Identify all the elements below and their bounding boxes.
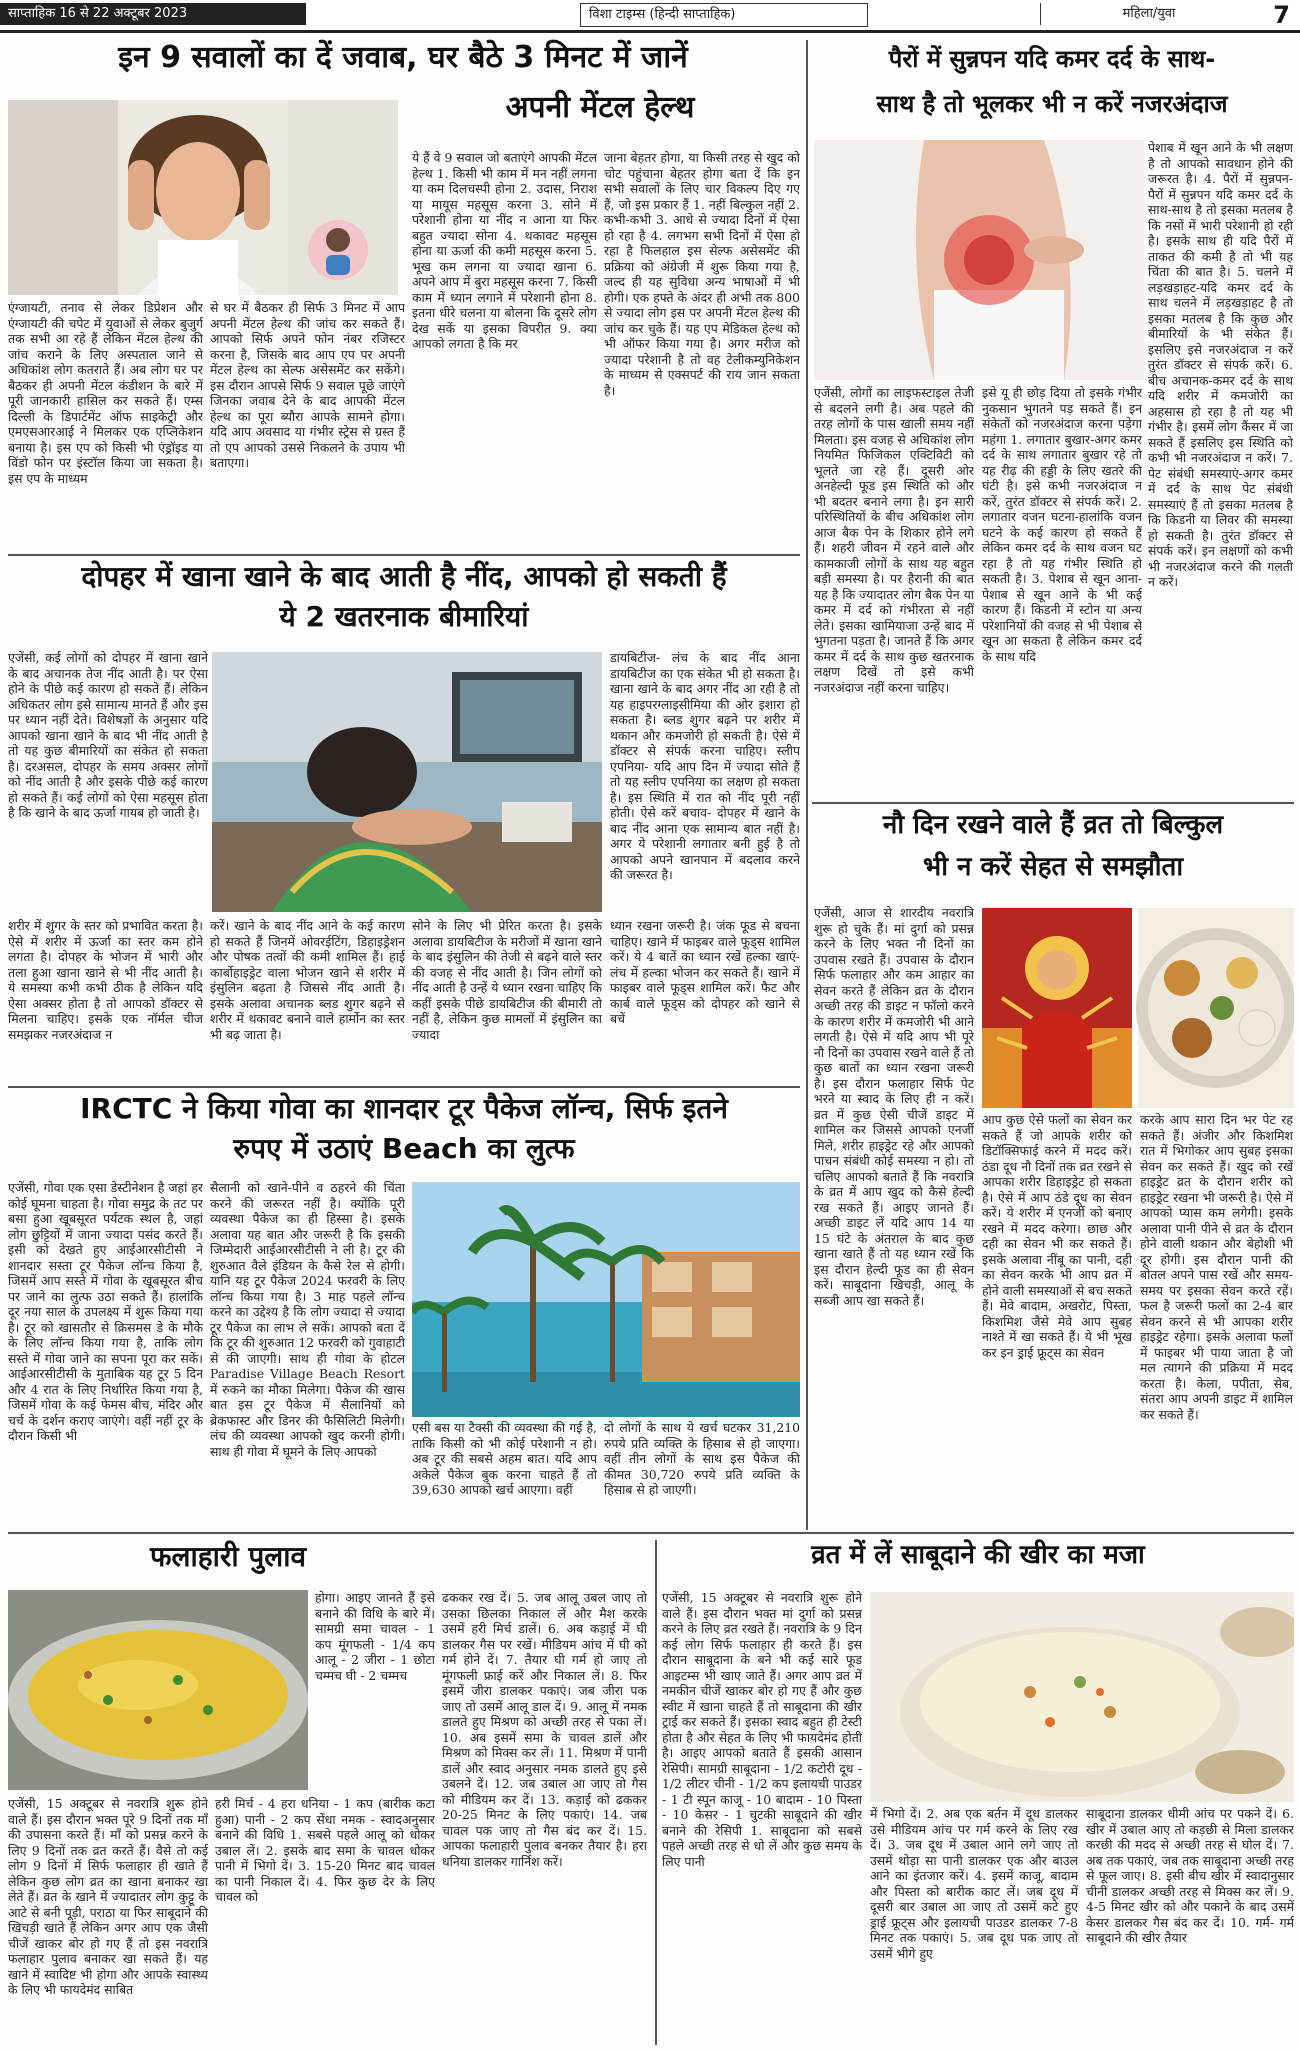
kheer-col-1: एजेंसी, 15 अक्टूबर से नवरात्रि शुरू होने वाले हैं। इस दौरान भक्त मां दुर्गा को प्रसन्न करने के लिए व्रत रखते हैं। नवरात्रि के 9 दिन कई लोग सिर्फ फलाहार ही करते हैं। इस दौरान साबूदाना के बने भी कई सारे फूड आइटम्स भी खाए जाते हैं। अगर आप व्रत में नमकीन चीजें खाकर बोर हो गए हैं और कुछ स्वीट में खाना चाहते हैं तो साबूदाना की खीर ट्राई कर सकते हैं। इसका स्वाद बहुत ही टेस्टी होता है और सेहत के लिए भी फायदेमंद होती है। आइए आपको बताते हैं इसकी आसान रेसिपी। सामग्री साबूदाना - 1/2 कटोरी दूध - 1/2 लीटर चीनी - 1/2 कप इलायची पाउडर - 1 टी स्पून काजू - 10 बादाम - 10 पिस्ता - 10 केसर - 1 चुटकी साबूदाने की खीर बनाने की रेसिपी 1. साबूदाना को सबसे पहले अच्छी तरह से धो लें और कुछ समय के लिए पानी xyxy=(662,1590,862,1869)
pulao-image xyxy=(8,1590,308,1790)
vrat-col-3: करके आप सारा दिन भर पेट रह सकते हैं। अंजीर और किशमिश रात में भिगोकर आप सुबह इसका सेवन कर सकते हैं। खुद को रखें हाइड्रेट व्रत के दौरान शरीर को हाइड्रेट रखना भी जरूरी है। ऐसे में आपको प्यास कम लगेगी। इसके अलावा पानी पीने से व्रत के दौरान होने वाली थकान और बेहोशी भी दूर होगी। इस दौरान पानी की बोतल अपने पास रखें और समय-समय पर इसका सेवन करते रहें। फल है जरूरी फलों का 2-4 बार सेवन करने से भी आपका शरीर हाइड्रेट रहेगा। इसके अलावा फलों में फाइबर भी पाया जाता है जो मल त्यागने की प्रक्रिया में मदद करता है। केला, पपीता, सेब, संतरा आप अपनी डाइट में शामिल कर सकते हैं। xyxy=(1140,1112,1293,1422)
sleep-bottom-col-4: ध्यान रखना जरूरी है। जंक फूड से बचना चाहिए। खाने में फाइबर वाले फूड्स शामिल करें। ये 4 बातें का ध्यान रखें हल्का खाएं- लंच में हल्का भोजन कर सकते हैं। खाने में फाइबर वाले फूड्स शामिल करें। फैट और कार्ब वाले फूड्स को दोपहर को खाने से बचें xyxy=(610,918,800,1026)
sleep-bottom-col-3: सोने के लिए भी प्रेरित करता है। इसके अलावा डायबिटीज के मरीजों में खाना खाने के बाद इंसुलिन की तेजी से बढ़ने वाले स्तर की वजह से नींद आती है। जिन लोगों को नींद आती है उन्हें ये ध्यान रखना चाहिए कि कहीं इसके पीछे डायबिटीज की बीमारी तो नहीं है, लेकिन कुछ मामलों में इंसुलिन का ज्यादा xyxy=(412,918,602,1042)
backpain-col-1: एजेंसी, लोगों का लाइफस्टाइल तेजी से बदलने लगी है। अब पहले की तरह लोगों के पास खाली समय नहीं मिलता। इस वजह से अधिकांश लोग नियमित फिजिकल एक्टिविटी को भूलते जा रहे हैं। दूसरी ओर अनहेल्दी फूड इस स्थिति को और भी बदतर बनाने लगा है। इन सारी परिस्थितियों के बीच अधिकांश लोग आज बैक पेन के शिकार होने लगे हैं। शहरी जीवन में रहने वाले और कामकाजी लोगों के साथ यह बहुत बड़ी समस्या है। पर हैरानी की बात यह है कि ज्यादातर लोग बैक पेन या कमर में दर्द को गंभीरता से नहीं लेते। इसका खामियाजा उन्हें बाद में भुगतना पड़ता है। जानते हैं कि अगर कमर में दर्द के साथ कुछ खतरनाक लक्षण दिखें तो इसे कभी नजरअंदाज नहीं करना चाहिए। xyxy=(814,385,974,695)
sleep-bottom-col-2: करें। खाने के बाद नींद आने के कई कारण हो सकते हैं जिनमें ओवरईटिंग, डिहाइड्रेशन और पोषक तत्वों की कमी शामिल हैं। हाई कार्बोहाइड्रेट वाला भोजन खाने से शरीर में इंसुलिन बढ़ता है जिससे नींद आती है। इसके अलावा अचानक ब्लड शुगर बढ़ने से शरीर में थकावट बनाने वाले हार्मोन का स्तर भी बढ़ जाता है। xyxy=(210,918,405,1042)
sleep-col-1: एजेंसी, कई लोगों को दोपहर में खाना खाने के बाद अचानक तेज नींद आती है। पर ऐसा होने के पीछे कई कारण हो सकते हैं। लेकिन अधिकतर लोग इसे सामान्य मानते हैं और इस पर ध्यान नहीं देते। विशेषज्ञों के अनुसार यदि आपको खाना खाने के बाद भी नींद आती है तो यह कुछ बीमारियों का संकेत हो सकता है। दरअसल, दोपहर के समय अक्सर लोगों को नींद आती है और इसके पीछे कई कारण हो सकते हैं। कई लोगों को ऐसा महसूस होता है कि खाने के बाद ऊर्जा गायब हो जाती है। xyxy=(8,650,208,820)
kheer-image xyxy=(870,1592,1294,1802)
mental-col-2: से घर में बैठकर ही सिर्फ 3 मिनट में आप अपनी मेंटल हेल्थ की जांच कर सकते हैं। आपको सिर्फ अपने फोन नंबर रजिस्टर करना है, जिसके बाद आप एप पर अपनी मेंटल हेल्थ का सेल्फ असेसमेंट कर सकेंगे। इस दौरान आपसे सिर्फ 9 सवाल पूछे जाएंगे जिनका जवाब देने के बाद आपकी मेंटल हेल्थ का पूरा ब्यौरा आपके सामने होगा। यदि आप अवसाद या गंभीर स्ट्रेस से ग्रस्त हैं तो एप आपको उससे निकलने के उपाय भी बताएगा। xyxy=(210,300,405,470)
mental-col-4: जाना बेहतर होगा, या किसी तरह से खुद को चोट पहुंचाना बेहतर होगा बता दें कि इन सभी सवालों के लिए चार विकल्प दिए गए हैं, जो इस प्रकार हैं 1. नहीं बिल्कुल नहीं 2. कभी-कभी 3. आधे से ज्यादा दिनों में ऐसा हो रहा है 4. लगभग सभी दिनों में ऐसा हो रहा है फिलहाल इस सेल्फ असेसमेंट की प्रक्रिया को अंग्रेजी में शुरू किया गया है, जल्द ही यह सुविधा अन्य भाषाओं में भी होगी। एक हफ्ते के अंदर ही अभी तक 800 से ज्यादा लोग इस पर अपनी मेंटल हेल्थ की जांच कर चुके हैं। यह एप मेडिकल हेल्थ को भी ऑफर किया गया है। अगर मरीज को ज्यादा परेशानी है तो वह टेलीकम्युनिकेशन के माध्यम से एक्सपर्ट की राय जान सकता है। xyxy=(604,150,800,398)
sleep-headline-2: ये 2 खतरनाक बीमारियां xyxy=(279,600,529,633)
backpain-headline-2: साथ है तो भूलकर भी न करें नजरअंदाज xyxy=(876,90,1228,118)
divider xyxy=(8,1532,1294,1534)
back-pain-image xyxy=(814,140,1144,380)
sleep-col-right: डायबिटीज- लंच के बाद नींद आना डायबिटीज का एक संकेत भी हो सकता है। खाना खाने के बाद अगर नींद आ रही है तो यह हाइपरग्लाइसीमिया की ओर इशारा हो सकता है। ब्लड शुगर बढ़ने पर शरीर में थकान और कमजोरी हो सकती है। ऐसे में डॉक्टर से संपर्क करना चाहिए। स्लीप एपनिया- यदि आप दिन में ज्यादा सोते हैं तो यह स्लीप एपनिया का लक्षण हो सकता है। इस स्थिति में रात को नींद पूरी नहीं होती। ऐसे करें बचाव- दोपहर में खाने के बाद नींद आना एक सामान्य बात नहीं है। अगर ये परेशानी लगातार बनी हुई है तो आपको अपने खानपान में बदलाव करने की जरूरत है। xyxy=(610,650,800,882)
mental-col-3: ये हैं वे 9 सवाल जो बताएंगे आपकी मेंटल हेल्थ 1. किसी भी काम में मन नहीं लगना या कम दिलचस्पी होना 2. उदास, निराश या मायूस महसूस करना 3. सोने में परेशानी होना या नींद न आना या फिर बहुत ज्यादा सोना 4. थकावट महसूस होना या ऊर्जा की कमी महसूस करना 5. भूख कम लगना या ज्यादा खाना 6. अपने आप में बुरा महसूस करना 7. किसी काम में ध्यान लगाने में परेशानी होना 8. इतना धीरे चलना या बोलना कि दूसरे लोग देख सकें या इसका विपरीत 9. क्या आपको लगता है कि मर xyxy=(412,150,597,351)
irctc-col-1: एजेंसी, गोवा एक एसा डेस्टीनेशन है जहां हर कोई घूमना चाहता है। गोवा समुद्र के तट पर बसा हुआ खूबसूरत पर्यटक स्थल है, जहां लोग छुट्टियों में जाना ज्यादा पसंद करते हैं। इसी को देखते हुए आईआरसीटीसी ने शानदार सस्ता टूर पैकेज लॉन्च किया है, जिसमें आप सस्ते में गोवा के खूबसूरत बीच पर जाने का लुत्फ उठा सकते हैं। हालांकि दूर नया साल के उपलक्ष्य में शुरू किया गया है। टूर को खासतौर से क्रिसमस डे के मौके के लिए लॉन्च किया गया है, ताकि लोग सस्ते में गोवा जाने का सपना पूरा कर सकें। आईआरसीटीसी के मुताबिक यह टूर 5 दिन और 4 रात के लिए निर्धारित किया गया है, जिसमें गोवा के कई फेमस बीच, मंदिर और चर्च के दर्शन कराए जाएंगे। वहीं नहीं टूर के दौरान किसी भी xyxy=(8,1180,203,1443)
divider xyxy=(812,802,1294,804)
column-divider xyxy=(655,1540,657,2045)
masthead-date: साप्ताहिक 16 से 22 अक्टूबर 2023 xyxy=(0,3,306,25)
vrat-headline-2: भी न करें सेहत से समझौता xyxy=(922,852,1184,882)
pulao-col-right: ढककर रख दें। 5. जब आलू उबल जाए तो उसका छिलका निकाल लें और मैश करके उसमें हरी मिर्च डालें। 6. अब कड़ाई में घी डालकर गैस पर रखें। मीडियम आंच में घी को गर्म होने दें। 7. तैयार घी गर्म हो जाए तो मूंगफली फ्राई करें और निकाल लें। 8. फिर इसमें जीरा डालकर पकाएं। जब जीरा पक जाए तो उसमें आलू डाल दें। 9. आलू में नमक डालते हुए मिश्रण को अच्छी तरह से पका लें। 10. अब इसमें समा के चावल डालें और मिश्रण को मिक्स कर लें। 11. मिश्रण में पानी डालें और स्वाद अनुसार नमक डालते हुए इसे उबलने दें। 12. जब उबाल आ जाए तो गैस को मीडियम कर दें। 13. कड़ाई को ढककर 20-25 मिनट के लिए पकाएं। 14. जब चावल पक जाए तो गैस बंद कर दें। 15. आपका फलाहारी पुलाव बनकर तैयार है। हरा धनिया डालकर गार्निश करें। xyxy=(442,1590,647,1869)
vrat-headline-1: नौ दिन रखने वाले हैं व्रत तो बिल्कुल xyxy=(882,810,1224,840)
sleeping-at-desk-image xyxy=(212,652,602,912)
vrat-col-2: आप कुछ ऐसे फलों का सेवन कर सकते हैं जो आपके शरीर को डिटॉक्सिफाई करने में मदद करें। ठंडा दूध नौ दिनों तक व्रत रखने से आपका शरीर डिहाइड्रेट हो सकता है। ऐसे में आप ठंडे दूध का सेवन करें। ये शरीर में एनर्जी को बनाए रखने में मदद करेगा। छाछ और दही का सेवन भी कर सकते हैं। इसके अलावा नींबू का पानी, दही का सेवन करके भी आप व्रत में होने वाली समस्याओं से बच सकते हैं। मेवे बादाम, अखरोट, पिस्ता, किशमिश जैसे मेवे आप सुबह नाश्ते में खा सकते हैं। ये भी भूख कर इन ड्राई फ्रूट्स का सेवन xyxy=(982,1112,1132,1360)
pulao-headline: फलाहारी पुलाव xyxy=(149,1540,307,1573)
pulao-col-top: होगा। आइए जानते हैं इसे बनाने की विधि के बारे में। सामग्री समा चावल - 1 कप मूंगफली - 1/4 कप आलू - 2 जीरा - 1 छोटा चम्मच घी - 2 चम्मच xyxy=(315,1590,435,1683)
irctc-headline-2: रुपए में उठाएं Beach का लुत्फ xyxy=(233,1132,575,1165)
backpain-col-2: इसे यू ही छोड़ दिया तो इसके गंभीर नुकसान भुगतने पड़ सकते हैं। इन संकेतों को नजरअंदाज करना पड़ेगा महंगा 1. लगातार बुखार-अगर कमर दर्द के साथ लगातार बुखार रहे तो यह रीढ़ की हड्डी के लिए खतरे की घंटी है। इसे कभी नजरअंदाज न करें, तुरंत डॉक्टर से संपर्क करें। 2. लगातार वजन घटना-हालांकि वजन घटने के कई कारण हो सकते हैं लेकिन कमर दर्द के साथ वजन घट रहा है तो यह गंभीर स्थिति हो सकती है। 3. पेशाब से खून आना-पेशाब से खून आने के भी कई कारण हैं। किडनी में स्टोन या अन्य परेशानियों की वजह से भी पेशाब से खून आ सकता है लेकिन कमर दर्द के साथ यदि xyxy=(982,385,1142,664)
mental-col-1: एंग्जायटी, तनाव से लेकर डिप्रेशन और एंग्जायटी की चपेट में युवाओं से लेकर बुजुर्ग तक सभी आ रहे हैं लेकिन मेंटल हेल्थ की जांच कराने के लिए अस्पताल जाने से अधिकांश लोग कतराते हैं। अब लोग घर पर बैठकर ही अपनी मेंटल कंडीशन के बारे में पूरी जानकारी हासिल कर सकते हैं। एम्स दिल्ली के डिपार्टमेंट ऑफ साइकेट्री और एमएसआरआई ने मिलकर एक एप्लिकेशन बनाया है। इस एप को किसी भी एंड्रॉइड या विंडो फोन पर इंस्टॉल किया जा सकता है। इस एप के माध्यम xyxy=(8,300,203,486)
backpain-col-right: पेशाब में खून आने के भी लक्षण है तो आपको सावधान होने की जरूरत है। 4. पैरों में सुन्नपन-पैरों में सुन्नपन यदि कमर दर्द के साथ-साथ है तो इसका मतलब है कि नसों में भारी परेशानी हो रही है। इसके साथ ही यदि पैरों में ताकत की कमी है तो भी यह चिंता की बात है। 5. चलने में लड़खड़ाहट-यदि कमर दर्द के साथ चलने में लड़खड़ाहट है तो इसका मतलब है कि कुछ और बीमारियों के भी संकेत हैं। इसलिए इसे नजरअंदाज न करें तुरंत डॉक्टर से संपर्क करें। 6. बीच अचानक-कमर दर्द के साथ यदि शरीर में कमजोरी का अहसास हो रहा है तो यह भी गंभीर है। इसमें लोग कैंसर में जा सकते हैं इसलिए इस स्थिति को कभी भी नजरअंदाज न करें। 7. पेट संबंधी समस्याएं-अगर कमर में दर्द के साथ पेट संबंधी समस्याएं हैं तो इसका मतलब है कि किडनी या लिवर की समस्या हो सकती है। तुरंत डॉक्टर से संपर्क करें। इन लक्षणों को कभी भी नजरअंदाज करने की गलती न करें। xyxy=(1148,140,1293,589)
backpain-headline-1: पैरों में सुन्नपन यदि कमर दर्द के साथ- xyxy=(888,45,1216,73)
kheer-col-3: साबूदाना डालकर धीमी आंच पर पकने दें। 6. खीर में उबाल आए तो कड़छी से मिला डालकर करछी की मदद से अच्छी तरह से घोल दें। 7. अब तक पकाएं, जब तक साबूदाना अच्छी तरह से फूल जाए। 8. इसी बीच खीर में स्वादानुसार चीनी डालकर अच्छी तरह से मिक्स कर लें। 9. 4-5 मिनट खीर को और पकाने के बाद उसमें केसर डालकर गैस बंद कर दें। 10. गर्म- गर्म साबूदाने की खीर तैयार xyxy=(1086,1806,1294,1945)
pulao-col-left: एजेंसी, 15 अक्टूबर से नवरात्रि शुरू होने वाले हैं। इस दौरान भक्त पूरे 9 दिनों तक माँ की उपासना करते हैं। माँ को प्रसन्न करने के लिए 9 दिनों तक व्रत करते हैं। वैसे तो कई लोग 9 दिनों में सिर्फ फलाहार ही खाते हैं लेकिन कुछ लोग व्रत का खाना बनाकर खा लेते हैं। व्रत के खाने में ज्यादातर लोग कुट्टू के आटे से बनी पूड़ी, पराठा या फिर साबूदाने की खिचड़ी खाते हैं लेकिन अगर आप एक जैसी चीजें खाकर बोर हो गए हैं तो इस नवरात्रि फलाहार पुलाव बनाकर खा सकते हैं। यह खाने में स्वादिष्ट भी होगा और आपके स्वास्थ्य के लिए भी फायदेमंद साबित xyxy=(8,1796,208,1997)
mental-headline-2: अपनी मेंटल हेल्थ xyxy=(505,90,695,125)
goa-beach-image xyxy=(412,1182,800,1417)
divider xyxy=(8,554,800,556)
kheer-headline: व्रत में लें साबूदाने की खीर का मजा xyxy=(811,1540,1145,1570)
sleep-headline-1: दोपहर में खाना खाने के बाद आती है नींद, आपको हो सकती हैं xyxy=(81,560,727,593)
section-label: महिला/युवा xyxy=(1040,3,1257,25)
stressed-woman-image xyxy=(8,100,398,295)
durga-thali-image xyxy=(982,908,1294,1108)
irctc-headline-1: IRCTC ने किया गोवा का शानदार टूर पैकेज लॉन्च, सिर्फ इतने xyxy=(80,1092,728,1125)
masthead xyxy=(0,0,1300,33)
vrat-col-1: एजेंसी, आज से शारदीय नवरात्रि शुरू हो चुके हैं। मां दुर्गा को प्रसन्न करने के लिए भक्त नौ दिनों का उपवास रखते हैं। उपवास के दौरान सिर्फ फलाहार और कम आहार का सेवन करते हैं लेकिन व्रत के दौरान अच्छी तरह की डाइट न फॉलो करने के कारण शरीर में कमजोरी भी आने लगती है। ऐसे में यदि आप भी पूरे नौ दिनों का उपवास रखने वाले हैं तो कुछ बातों का ध्यान रखना जरूरी है। इस दौरान फलाहार सिर्फ पेट भरने या स्वाद के लिए ही न करें। व्रत में कुछ ऐसी चीजें डाइट में शामिल कर जिससे आपको एनर्जी मिले, शरीर हाइड्रेट रहे और आपको पाचन संबंधी कोई समस्या न हो। तो चलिए आपको बताते हैं कि नवरात्रि के व्रत में आप खुद को कैसे हेल्दी रख सकते हैं। आइए जानते हैं। अच्छी डाइट लें यदि आप 14 या 15 घंटे के अंतराल के बाद कुछ खाना खाते हैं तो यह ध्यान रखें कि इस दौरान हेल्दी फूड का ही सेवन करें। साबूदाना खिचड़ी, आलू के सब्जी आप खा सकते हैं। xyxy=(814,905,974,1308)
irctc-col-3: एसी बस या टैक्सी की व्यवस्था की गई है, ताकि किसी को भी कोई परेशानी न हो। अब टूर की सबसे अहम बात। यदि आप अकेले पैकेज बुक करना चाहते हैं तो 39,630 आपको खर्च आएगा। वहीं xyxy=(412,1420,597,1497)
irctc-col-4: दो लोगों के साथ ये खर्च घटकर 31,210 रुपये प्रति व्यक्ति के हिसाब से हो जाएगा। वहीं तीन लोगों के साथ इस पैकेज की कीमत 30,720 रुपये प्रति व्यक्ति के हिसाब से हो जाएगी। xyxy=(604,1420,800,1497)
mental-headline-1: इन 9 सवालों का दें जवाब, घर बैठे 3 मिनट में जानें xyxy=(118,40,688,75)
pulao-col-mid: हरी मिर्च - 4 हरा धनिया - 1 कप (बारीक कटा हुआ) पानी - 2 कप सेंधा नमक - स्वादअनुसार बनाने की विधि 1. सबसे पहले आलू को धोकर उबाल लें। 2. इसके बाद समा के चावल धोकर पानी में भिगो दें। 3. 15-20 मिनट बाद चावल का पानी निकाल दें। 4. फिर कुछ देर के लिए चावल को xyxy=(215,1796,435,1904)
page-number: 7 xyxy=(1273,1,1290,29)
kheer-col-2: में भिगो दें। 2. अब एक बर्तन में दूध डालकर उसे मीडियम आंच पर गर्म करने के लिए रख दें। 3. जब दूध में उबाल आने लगे जाए तो उसमें थोड़ा सा पानी डालकर एक और बाउल आने का इंतजार करें। 4. इसमें काजू, बादाम और पिस्ता को बारीक काट लें। जब दूध में दूसरी बार उबाल आ जाए तो उसमें कटे हुए ड्राई फ्रूट्स और इलायची पाउडर डालकर 7-8 मिनट तक पकाएं। 5. जब दूध पक जाए तो उसमें भीगे हुए xyxy=(870,1806,1078,1961)
sleep-bottom-col-1: शरीर में शुगर के स्तर को प्रभावित करता है। ऐसे में शरीर में ऊर्जा का स्तर कम होने लगता है। दोपहर के भोजन में भारी और तला हुआ खाना खाने से भी नींद आती है। ये समस्या कभी कभी ठीक है लेकिन यदि ऐसा अक्सर होता है तो आपको डॉक्टर से मिलना चाहिए। इसके एक नॉर्मल चीज समझकर नजरअंदाज न xyxy=(8,918,203,1042)
irctc-col-2: सैलानी को खाने-पीने व ठहरने की चिंता करने की जरूरत नहीं है। क्योंकि पूरी व्यवस्था पैकेज का ही हिस्सा है। इसके अलावा यह बात और जरूरी है कि इसकी जिम्मेदारी आईआरसीटीसी ने ली है। टूर की शुरुआत वैले इंडियन के कैसे रेल से होगी। यानि यह टूर पैकेज 2024 फरवरी के लिए लॉन्च किया गया है। 3 माह पहले लॉन्च करने का उद्देश्य है कि लोग ज्यादा से ज्यादा टूर पैकेज का लाभ ले सकें। आपको बता दें कि टूर की शुरुआत 12 फरवरी को गुवाहाटी से की जाएगी। साथ ही गोवा के होटल Paradise Village Beach Resort में रुकने का मौका मिलेगा। पैकेज की खास बात इस टूर पैकेज में सैलानियों को ब्रेकफास्ट और डिनर की फैसिलिटी मिलेगी। लंच की व्यवस्था आपको खुद करनी होगी। साथ ही गोवा में घूमने के लिए आपको xyxy=(210,1180,405,1459)
divider xyxy=(8,1086,800,1088)
masthead-title: विशा टाइम्स (हिन्दी साप्ताहिक) xyxy=(580,3,868,27)
column-divider xyxy=(806,40,808,1530)
